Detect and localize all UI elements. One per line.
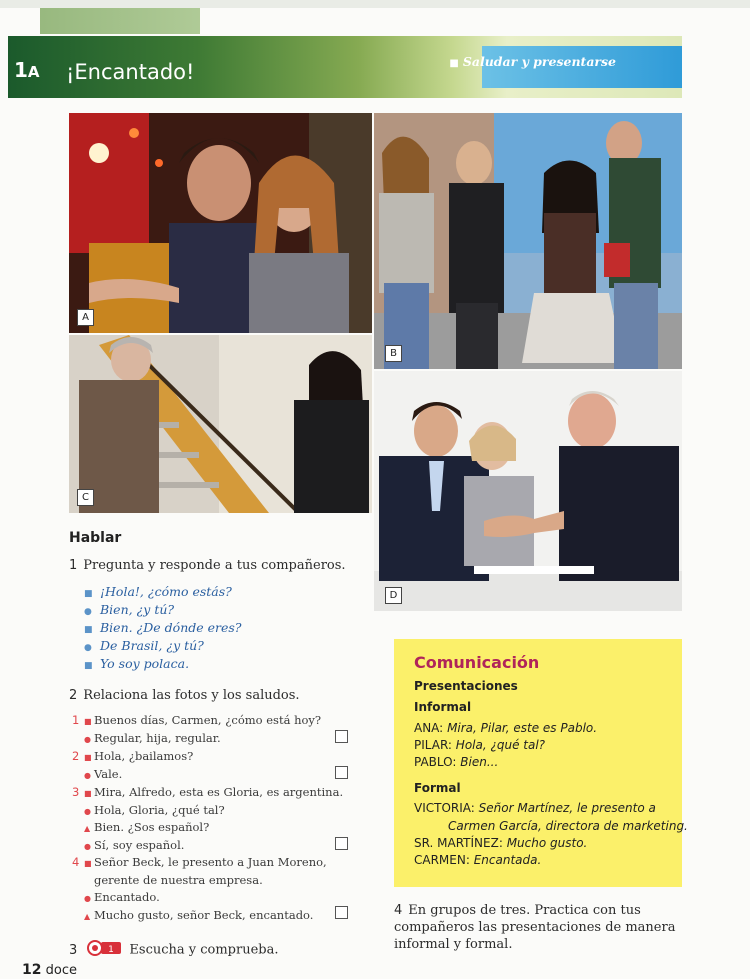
photo-label: C bbox=[77, 489, 94, 506]
photo-party-icon bbox=[69, 113, 372, 333]
exercise-1-instruction bbox=[69, 558, 346, 573]
topic-text: Saludar y presentarse bbox=[462, 54, 616, 69]
photo-d bbox=[374, 371, 682, 611]
match-checkbox-1[interactable] bbox=[335, 730, 348, 743]
photo-stairs-icon bbox=[69, 335, 372, 513]
exercise-number: 2 bbox=[69, 688, 78, 703]
photo-students-icon bbox=[374, 113, 682, 369]
square-bullet-icon: ■ bbox=[449, 58, 459, 69]
exercise-number: 3 bbox=[69, 942, 78, 958]
lesson-topic bbox=[449, 54, 616, 69]
dialogue-line: ■ ¡Hola!, ¿cómo estás? bbox=[84, 584, 232, 599]
item-number: 4 bbox=[72, 855, 80, 869]
lesson-header bbox=[8, 36, 682, 98]
greeting-line: ● Vale. bbox=[84, 767, 123, 781]
greeting-line: ▲ Mucho gusto, señor Beck, encantado. bbox=[84, 908, 314, 922]
page-footer bbox=[22, 962, 77, 978]
exercise-2-instruction bbox=[69, 688, 300, 703]
exercise-4-instruction bbox=[394, 902, 684, 953]
informal-label: Informal bbox=[414, 700, 472, 714]
exercise-text: Escucha y comprueba. bbox=[129, 942, 279, 958]
dialogue-line: SR. MARTÍNEZ: Mucho gusto. bbox=[414, 836, 588, 850]
dialogue-line: ■ Bien. ¿De dónde eres? bbox=[84, 620, 242, 635]
greeting-line: ■ Mira, Alfredo, esta es Gloria, es argentina. bbox=[84, 785, 344, 799]
greeting-line: ■ Señor Beck, le presento a Juan Moreno, bbox=[84, 855, 327, 869]
photo-label: B bbox=[385, 345, 402, 362]
dialogue-line: Carmen García, directora de marketing. bbox=[448, 819, 688, 833]
dialogue-line: ● Bien, ¿y tú? bbox=[84, 602, 175, 617]
dialogue-line: PABLO: Bien... bbox=[414, 755, 499, 769]
photo-label: D bbox=[385, 587, 402, 604]
greeting-line: gerente de nuestra empresa. bbox=[94, 873, 263, 887]
page-number: 12 bbox=[22, 962, 42, 978]
dialogue-line: PILAR: Hola, ¿qué tal? bbox=[414, 738, 546, 752]
item-number: 2 bbox=[72, 749, 80, 763]
exercise-text: Pregunta y responde a tus compañeros. bbox=[83, 558, 346, 573]
photo-b bbox=[374, 113, 682, 369]
dialogue-line: ● De Brasil, ¿y tú? bbox=[84, 638, 204, 653]
greeting-line: ● Regular, hija, regular. bbox=[84, 731, 221, 745]
item-number: 3 bbox=[72, 785, 80, 799]
greeting-line: ■ Buenos días, Carmen, ¿cómo está hoy? bbox=[84, 713, 322, 727]
photo-c bbox=[69, 335, 372, 513]
page-word: doce bbox=[45, 963, 77, 978]
greeting-line: ● Hola, Gloria, ¿qué tal? bbox=[84, 803, 225, 817]
exercise-text: Relaciona las fotos y los saludos. bbox=[83, 688, 300, 703]
dialogue-line: CARMEN: Encantada. bbox=[414, 853, 542, 867]
photo-label: A bbox=[77, 309, 94, 326]
exercise-number: 4 bbox=[394, 903, 403, 918]
comunicacion-box bbox=[394, 639, 688, 887]
greeting-line: ● Encantado. bbox=[84, 890, 160, 904]
top-strip bbox=[0, 0, 750, 8]
exercise-3-instruction bbox=[69, 940, 279, 960]
comunicacion-title: Comunicación bbox=[414, 653, 540, 672]
greeting-line: ■ Hola, ¿bailamos? bbox=[84, 749, 194, 763]
unit-letter: A bbox=[27, 63, 40, 81]
match-checkbox-3[interactable] bbox=[335, 837, 348, 850]
dialogue-line: VICTORIA: Señor Martínez, le presento a bbox=[414, 801, 656, 815]
top-decoration bbox=[40, 8, 200, 34]
audio-track-icon[interactable] bbox=[87, 940, 123, 960]
comunicacion-subtitle: Presentaciones bbox=[414, 679, 518, 693]
exercise-number: 1 bbox=[69, 558, 78, 573]
item-number: 1 bbox=[72, 713, 80, 727]
lesson-title: ¡Encantado! bbox=[66, 60, 195, 84]
greeting-line: ▲ Bien. ¿Sos español? bbox=[84, 820, 210, 834]
section-title-hablar: Hablar bbox=[69, 530, 122, 546]
photo-handshake-icon bbox=[374, 371, 682, 611]
formal-label: Formal bbox=[414, 781, 461, 795]
greeting-line: ● Sí, soy español. bbox=[84, 838, 185, 852]
photo-a bbox=[69, 113, 372, 333]
track-number: 1 bbox=[108, 945, 115, 955]
dialogue-line: ANA: Mira, Pilar, este es Pablo. bbox=[414, 721, 598, 735]
match-checkbox-4[interactable] bbox=[335, 906, 348, 919]
dialogue-line: ■ Yo soy polaca. bbox=[84, 656, 190, 671]
match-checkbox-2[interactable] bbox=[335, 766, 348, 779]
exercise-text: En grupos de tres. Practica con tus compañeros las presentaciones de manera informal y formal. bbox=[394, 903, 676, 952]
unit-label bbox=[14, 58, 40, 82]
unit-number: 1 bbox=[14, 58, 28, 82]
